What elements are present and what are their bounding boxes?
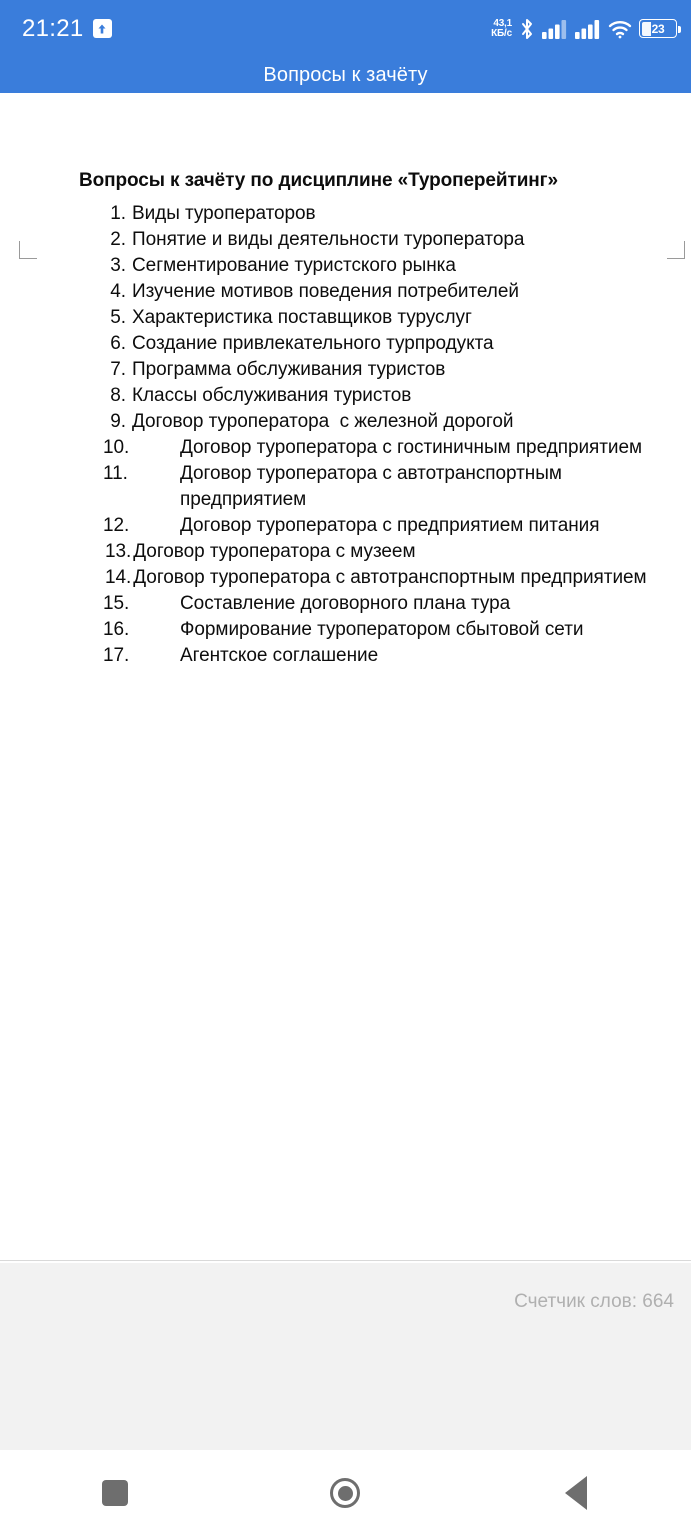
list-item — [0, 331, 691, 357]
document-page[interactable] — [0, 93, 691, 1260]
list-item — [0, 383, 691, 409]
list-item-text: Программа обслуживания туристов — [132, 359, 446, 380]
app-bar-title: Вопросы к зачёту — [263, 63, 428, 86]
list-item-number: 12. — [103, 515, 130, 536]
list-item — [0, 539, 691, 565]
list-item-text: Сегментирование туристского рынка — [132, 255, 456, 276]
android-navigation-bar — [0, 1450, 691, 1536]
list-item-number: 4. — [110, 281, 126, 302]
list-item-number: 1. — [110, 203, 126, 224]
list-item-number: 5. — [110, 307, 126, 328]
list-item-text: Агентское соглашение — [180, 645, 379, 666]
list-item-number: 7. — [110, 359, 126, 380]
list-item-number: 6. — [110, 333, 126, 354]
list-item — [0, 227, 691, 253]
list-item — [0, 591, 691, 617]
list-item — [0, 357, 691, 383]
list-item-number: 16. — [103, 619, 130, 640]
list-item-text: Классы обслуживания туристов — [132, 385, 412, 406]
network-speed-unit: КБ/с — [491, 27, 512, 39]
list-item-text: Договор туроператора с предприятием питания — [180, 515, 600, 536]
list-item-number: 11. — [103, 463, 128, 484]
network-speed-indicator — [491, 19, 512, 39]
cellular-signal-icon — [575, 19, 601, 39]
questions-list — [0, 201, 691, 669]
word-count-label: Счетчик слов: 664 — [514, 1291, 674, 1312]
document-heading: Вопросы к зачёту по дисциплине «Туроперейтинг» — [79, 170, 558, 191]
list-item — [0, 201, 691, 227]
list-item — [0, 513, 691, 539]
list-item-number: 10. — [103, 437, 130, 458]
list-item-number: 14. — [105, 567, 132, 588]
wifi-icon — [608, 19, 632, 39]
list-item — [0, 435, 691, 461]
list-item-number: 17. — [103, 645, 130, 666]
list-item-text: Договор туроператора с гостиничным предприятием — [180, 437, 643, 458]
square-recents-icon — [102, 1480, 128, 1506]
circle-home-icon — [330, 1478, 360, 1508]
list-item-text: Договор туроператора с железной дорогой — [132, 411, 514, 432]
battery-percent: 23 — [651, 21, 665, 36]
arrow-up-badge-icon — [93, 19, 112, 38]
list-item — [0, 643, 691, 669]
status-bar-left — [22, 15, 112, 43]
list-item-number: 13. — [105, 541, 132, 562]
cellular-signal-icon — [542, 19, 568, 39]
list-item-number: 8. — [110, 385, 126, 406]
list-item-text: Виды туроператоров — [132, 203, 316, 224]
list-item-text: Понятие и виды деятельности туроператора — [132, 229, 525, 250]
list-item — [0, 617, 691, 643]
list-item-number: 9. — [110, 411, 126, 432]
triangle-back-icon — [565, 1476, 587, 1510]
list-item-text: Изучение мотивов поведения потребителей — [132, 281, 519, 302]
list-item-number: 3. — [110, 255, 126, 276]
list-item — [0, 409, 691, 435]
list-item-number: 2. — [110, 229, 126, 250]
status-bar — [0, 0, 691, 57]
status-clock: 21:21 — [22, 14, 84, 42]
list-item — [0, 461, 670, 513]
battery-fill — [642, 22, 651, 36]
list-item — [0, 279, 691, 305]
list-item — [0, 565, 686, 591]
editor-footer — [0, 1263, 691, 1450]
bluetooth-icon — [519, 18, 535, 40]
app-bar — [0, 57, 691, 93]
list-item-text: Договор туроператора с автотранспортным предприятием — [180, 463, 562, 510]
status-bar-right — [491, 18, 677, 40]
list-item-text: Создание привлекательного турпродукта — [132, 333, 494, 354]
list-item-number: 15. — [103, 593, 130, 614]
list-item-text: Формирование туроператором сбытовой сети — [180, 619, 584, 640]
battery-icon — [639, 19, 677, 38]
list-item-text: Характеристика поставщиков туруслуг — [132, 307, 472, 328]
recents-button[interactable] — [60, 1463, 170, 1523]
network-speed-value: 43,1 — [493, 17, 512, 29]
list-item — [0, 305, 691, 331]
list-item-text: Договор туроператора с автотранспортным предприятием — [133, 567, 647, 588]
list-item-text: Составление договорного плана тура — [180, 593, 511, 614]
list-item — [0, 253, 691, 279]
list-item-text: Договор туроператора с музеем — [133, 541, 416, 562]
home-button[interactable] — [290, 1463, 400, 1523]
back-button[interactable] — [521, 1463, 631, 1523]
